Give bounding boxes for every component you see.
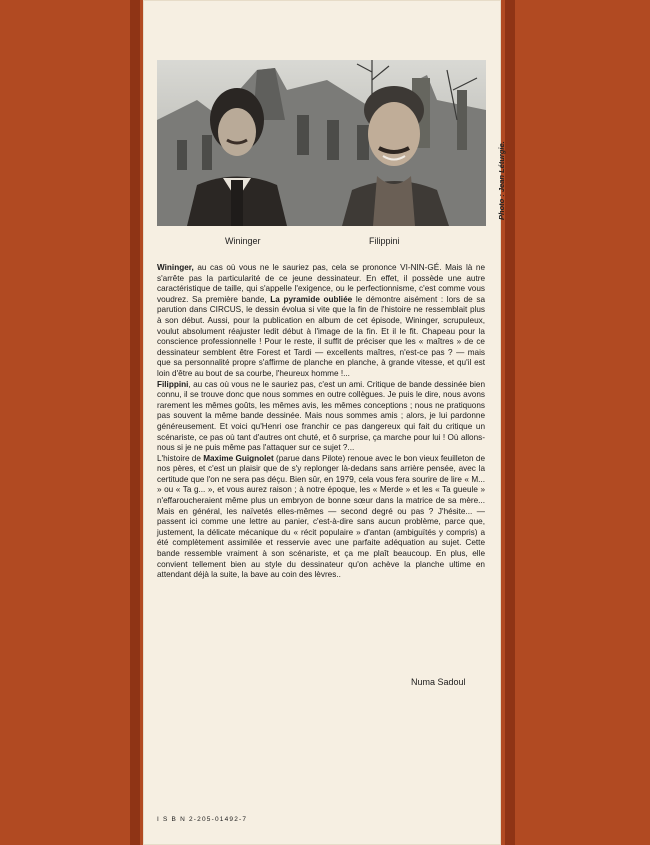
- text-segment: le démontre aisément : lors de sa parution dans CIRCUS, le dessin évolua si vite que la fin de l'histoire ne ressemblait plus à son début. Aussi, pour la publication en album de cet épisode, Wininger, scrupuleux, voulut absolument réajuster ledit début à l'image de la fin. Et il le fit. Chapeau pour la conscience professionnelle ! Pour le reste, il suffit de préciser que les « maîtres » de ce dessinateur semblent être Forest et Tardi — excellents maîtres, n'est-ce pas ? — mais que sa personnalité propre s'affirme de planche en planche, à grande vitesse, et qu'il est loin d'être au bout de sa courbe, l'heureux homme !...: [157, 294, 485, 378]
- album-title-pyramide: La pyramide oubliée: [270, 294, 353, 304]
- author-photo: [157, 60, 486, 226]
- name-wininger: Wininger,: [157, 263, 194, 272]
- cover-stripe-right: [505, 0, 515, 845]
- biography-text: [157, 263, 485, 581]
- signature-numa-sadoul: Numa Sadoul: [411, 677, 466, 687]
- back-cover-page: [143, 0, 506, 845]
- text-segment: , au cas où vous ne le sauriez pas, c'est un ami. Critique de bande dessinée bien connu, il se trouve donc que nous sommes en outre collègues. Je puis le dire, nous avons rarement les mêmes goûts, les mêmes avis, les mêmes conceptions ; nous ne pratiquons pas souvent la même bande dessinée. Mais nous sommes amis ; alors, je lui pardonne généreusement. Et voici qu'Henri ose franchir ce pas dangereux qui fait du critique un scénariste, ce pas où tant d'autres ont chuté, et ô surprise, ça marche pour lui ! Où allons-nous si je ne puis même pas l'attaquer sur ce sujet ?...: [157, 379, 485, 453]
- cover-stripe-left: [130, 0, 140, 845]
- text-segment: au cas où vous ne le sauriez pas, cela se prononce VI-NIN-GÉ. Mais là ne s'arrête pas la particularité de ce jeune dessinateur. En effet, il possède une autre caractéristique de taille, qui s'appelle l'exigence, ou le perfectionnisme, c'est comme vous voudrez. Sa première bande,: [157, 263, 485, 304]
- paragraph-wininger: [157, 263, 485, 380]
- photo-illustration: [157, 60, 486, 226]
- caption-filippini: Filippini: [369, 236, 400, 246]
- paragraph-maxime: [157, 454, 485, 581]
- paragraph-filippini: [157, 380, 485, 454]
- photo-credit: [488, 110, 506, 220]
- album-title-maxime: Maxime Guignolet: [203, 453, 274, 463]
- isbn: I S B N 2-205-01492-7: [157, 816, 248, 823]
- text-segment: (parue dans Pilote) renoue avec le bon vieux feuilleton de nos pères, et c'est un plaisir que de s'y replonger là-dedans sans arrière pensée, avec la certitude que l'on ne sera pas déçu. Bien sûr, en 1979, cela vous fera sourire de lire « M... » ou « Ta g... », et vous aurez raison ; à notre époque, les « Merde » et les « Ta gueule » n'effaroucheraient même plus un embryon de bonne sœur dans la matrice de sa mère... Mais en général, les naïvetés elles-mêmes — second degré ou pas ? J'hésite... — passent ici comme une lettre au panier, c'est-à-dire sans aucun problème, parce que, justement, la délicate mécanique du « récit populaire » d'antan (ambiguïtés y compris) a été complètement assimilée et resservie avec une parfaite adéquation au sujet. Cette bande ressemble vraiment à son scénariste, et ça me plaît beaucoup. En plus, elle convient tellement bien au style du dessinateur qu'on achève la planche ultime en attendant déjà la suite, la bave au coin des lèvres..: [157, 453, 485, 580]
- photo-credit-text: Photo : Jean Léturgie.: [497, 141, 506, 220]
- caption-wininger: Wininger: [225, 236, 261, 246]
- name-filippini: Filippini: [157, 379, 189, 389]
- text-segment: L'histoire de: [157, 453, 204, 463]
